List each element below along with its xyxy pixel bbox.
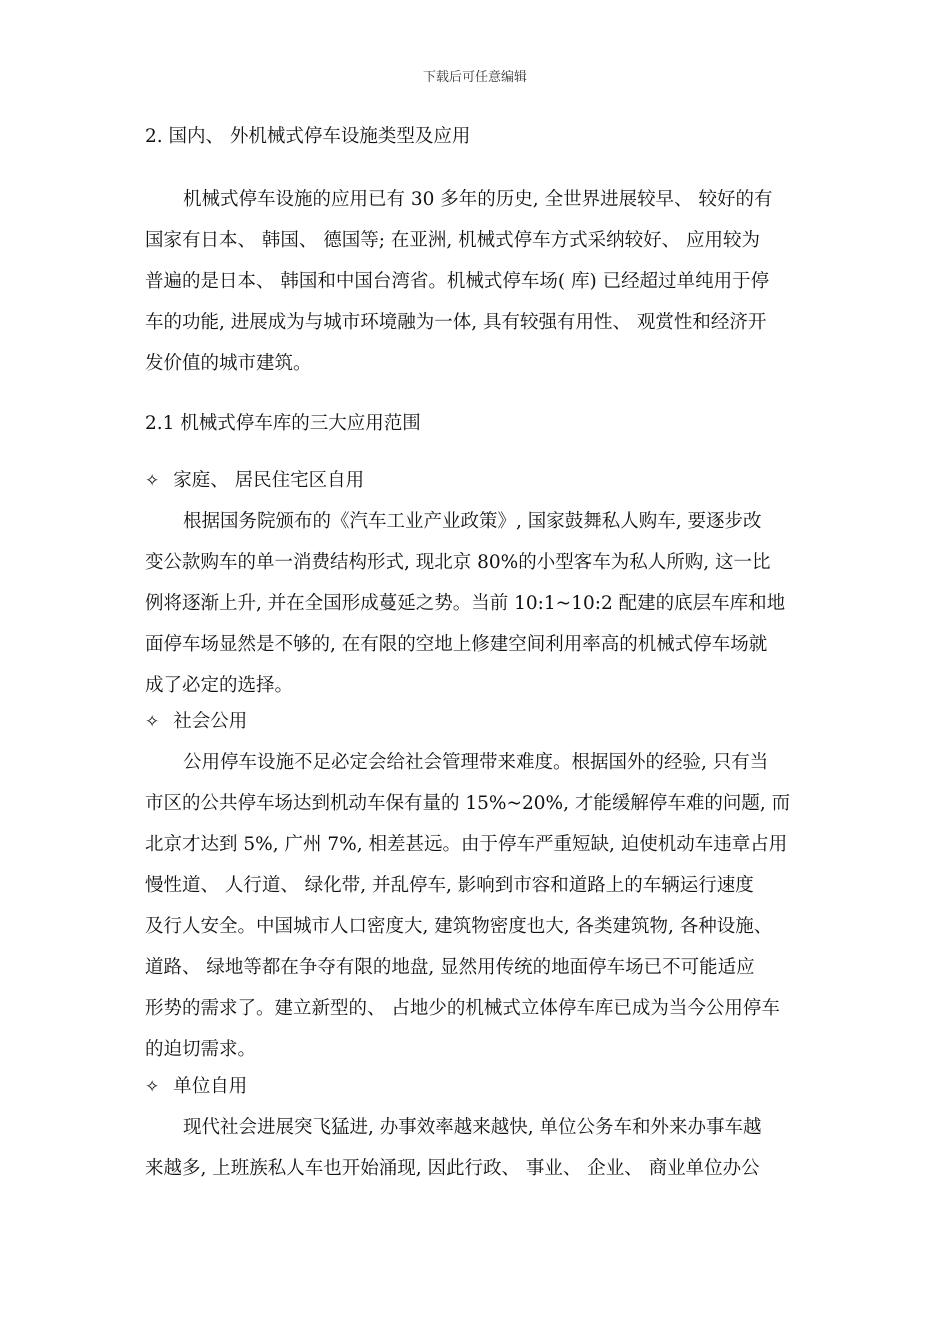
paragraph-line: 道路、 绿地等都在争夺有限的地盘, 显然用传统的地面停车场已不可能适应 [145, 957, 755, 978]
bullet-title: 家庭、 居民住宅区自用 [173, 470, 365, 491]
paragraph-line: 慢性道、 人行道、 绿化带, 并乱停车, 影响到市容和道路上的车辆运行速度 [145, 875, 754, 896]
page-header: 下载后可任意编辑 [422, 70, 527, 85]
bullet-heading-public [145, 710, 247, 734]
paragraph-line: 及行人安全。中国城市人口密度大, 建筑物密度也大, 各类建筑物, 各种设施、 [145, 916, 773, 937]
paragraph-line: 机械式停车设施的应用已有 30 多年的历史, 全世界进展较早、 较好的有 [183, 189, 773, 210]
paragraph-line: 根据国务院颁布的《汽车工业产业政策》, 国家鼓舞私人购车, 要逐步改 [183, 511, 762, 532]
paragraph-line: 北京才达到 5%, 广州 7%, 相差甚远。由于停车严重短缺, 迫使机动车违章占用 [145, 834, 788, 855]
paragraph-line: 市区的公共停车场达到机动车保有量的 15%~20%, 才能缓解停车难的问题, 而 [145, 793, 791, 814]
bullet-title: 社会公用 [173, 711, 248, 732]
paragraph-line: 普遍的是日本、 韩国和中国台湾省。机械式停车场( 库) 已经超过单纯用于停 [145, 271, 770, 292]
section-heading-2: 2. 国内、 外机械式停车设施类型及应用 [145, 126, 471, 147]
sparkle-bullet-icon: ✧ [145, 471, 160, 491]
sparkle-bullet-icon: ✧ [145, 1077, 160, 1097]
paragraph-line: 来越多, 上班族私人车也开始涌现, 因此行政、 事业、 企业、 商业单位办公 [145, 1158, 760, 1179]
paragraph-line: 公用停车设施不足必定会给社会管理带来难度。根据国外的经验, 只有当 [183, 752, 769, 773]
paragraph-line: 发价值的城市建筑。 [145, 353, 312, 374]
paragraph-line: 车的功能, 进展成为与城市环境融为一体, 具有较强有用性、 观赏性和经济开 [145, 312, 767, 333]
bullet-heading-home [145, 469, 364, 493]
section-heading-2-1: 2.1 机械式停车库的三大应用范围 [145, 413, 421, 434]
paragraph-line: 例将逐渐上升, 并在全国形成蔓延之势。当前 10:1~10:2 配建的底层车库和地 [145, 593, 786, 614]
paragraph-line: 的迫切需求。 [145, 1039, 257, 1060]
bullet-heading-unit [145, 1075, 247, 1099]
paragraph-line: 现代社会进展突飞猛进, 办事效率越来越快, 单位公务车和外来办事车越 [183, 1117, 762, 1138]
paragraph-line: 形势的需求了。建立新型的、 占地少的机械式立体停车库已成为当今公用停车 [145, 998, 780, 1019]
bullet-title: 单位自用 [173, 1076, 248, 1097]
paragraph-line: 面停车场显然是不够的, 在有限的空地上修建空间利用率高的机械式停车场就 [145, 634, 768, 655]
paragraph-line: 成了必定的选择。 [145, 675, 294, 696]
paragraph-line: 变公款购车的单一消费结构形式, 现北京 80%的小型客车为私人所购, 这一比 [145, 552, 771, 573]
paragraph-line: 国家有日本、 韩国、 德国等; 在亚洲, 机械式停车方式采纳较好、 应用较为 [145, 230, 761, 251]
sparkle-bullet-icon: ✧ [145, 712, 160, 732]
